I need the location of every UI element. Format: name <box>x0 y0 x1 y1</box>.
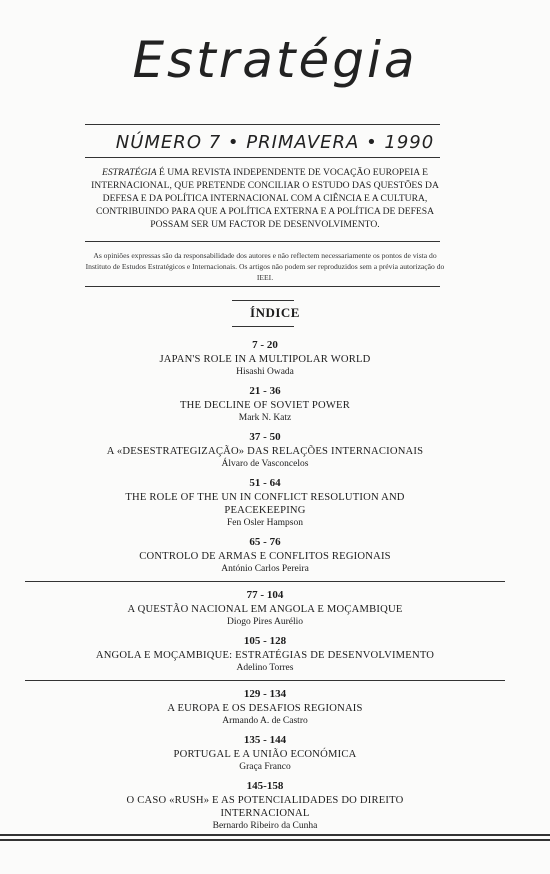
toc-author: Graça Franco <box>239 762 291 772</box>
toc-pages: 65 - 76 <box>249 536 281 548</box>
toc-title: THE ROLE OF THE UN IN CONFLICT RESOLUTION AND PEACEKEEPING <box>125 492 405 516</box>
table-of-contents <box>75 338 455 838</box>
toc-entry <box>75 430 455 471</box>
index-heading-rule-top <box>232 300 294 301</box>
toc-author: Fen Osler Hampson <box>227 518 303 528</box>
toc-entry <box>75 687 455 728</box>
index-heading-rule-bottom <box>232 326 294 327</box>
toc-title: JAPAN'S ROLE IN A MULTIPOLAR WORLD <box>159 354 371 365</box>
toc-title: THE DECLINE OF SOVIET POWER <box>180 400 350 411</box>
intro-text: É UMA REVISTA INDEPENDENTE DE VOCAÇÃO EUROPEIA E INTERNACIONAL, QUE PRETENDE CONCILIAR O ESTUDO DAS QUESTÕES DA DEFESA E DA POLÍTICA INTERNACIONAL COM A CIÊNCIA E A CULTURA, CONTRIBUINDO PARA QUE A POLÍTICA EXTERNA E A POLÍTICA DE DEFESA POSSAM SER UM FACTOR DE DESENVOLVIMENTO. <box>91 167 439 230</box>
toc-title: O CASO «RUSH» E AS POTENCIALIDADES DO DIREITO INTERNACIONAL <box>126 795 404 819</box>
toc-entry <box>75 535 455 576</box>
toc-author: Mark N. Katz <box>238 413 292 423</box>
footer-rule <box>0 839 550 841</box>
toc-entry <box>75 779 455 833</box>
issue-line: NÚMERO 7 • PRIMAVERA • 1990 <box>115 132 435 153</box>
toc-author: Hisashi Owada <box>236 367 294 377</box>
issue-divider <box>85 157 440 158</box>
section-divider <box>25 581 505 582</box>
toc-entry <box>75 338 455 379</box>
toc-title: PORTUGAL E A UNIÃO ECONÓMICA <box>173 749 357 760</box>
toc-pages: 37 - 50 <box>249 431 281 443</box>
toc-title: ANGOLA E MOÇAMBIQUE: ESTRATÉGIAS DE DESENVOLVIMENTO <box>95 650 435 661</box>
disclaimer-divider <box>85 286 440 287</box>
toc-author: António Carlos Pereira <box>221 564 309 574</box>
toc-title: CONTROLO DE ARMAS E CONFLITOS REGIONAIS <box>139 551 391 562</box>
toc-author: Diogo Pires Aurélio <box>227 617 303 627</box>
intro-magazine-name: ESTRATÉGIA <box>102 167 157 178</box>
footer-rule <box>0 834 550 836</box>
toc-pages: 51 - 64 <box>249 477 281 489</box>
toc-pages: 145-158 <box>246 780 284 792</box>
toc-pages: 21 - 36 <box>249 385 281 397</box>
index-heading: ÍNDICE <box>250 305 300 320</box>
toc-entry <box>75 384 455 425</box>
toc-pages: 135 - 144 <box>243 734 287 746</box>
toc-author: Bernardo Ribeiro da Cunha <box>212 821 318 831</box>
toc-title: A «DESESTRATEGIZAÇÃO» DAS RELAÇÕES INTERNACIONAIS <box>106 446 424 457</box>
toc-title: A QUESTÃO NACIONAL EM ANGOLA E MOÇAMBIQUE <box>127 604 403 615</box>
toc-author: Armando A. de Castro <box>222 716 308 726</box>
toc-pages: 105 - 128 <box>243 635 287 647</box>
toc-pages: 129 - 134 <box>243 688 287 700</box>
toc-pages: 7 - 20 <box>252 339 278 351</box>
masthead-divider <box>85 124 440 125</box>
masthead-title: Estratégia <box>132 31 418 89</box>
section-divider <box>25 680 505 681</box>
toc-pages: 77 - 104 <box>246 589 284 601</box>
intro-divider <box>85 241 440 242</box>
disclaimer: As opiniões expressas são da responsabilidade dos autores e não reflectem necessariamente os pontos de vista do Instituto de Estudos Estratégicos e Internacionais. Os artigos não podem ser reproduzidos sem a prévia autorização do IEEI. <box>85 251 445 282</box>
toc-author: Álvaro de Vasconcelos <box>221 459 309 469</box>
toc-entry <box>75 476 455 530</box>
toc-entry <box>75 733 455 774</box>
intro-paragraph <box>85 166 445 231</box>
toc-title: A EUROPA E OS DESAFIOS REGIONAIS <box>167 703 363 714</box>
toc-entry <box>75 588 455 629</box>
toc-author: Adelino Torres <box>236 663 294 673</box>
toc-entry <box>75 634 455 675</box>
